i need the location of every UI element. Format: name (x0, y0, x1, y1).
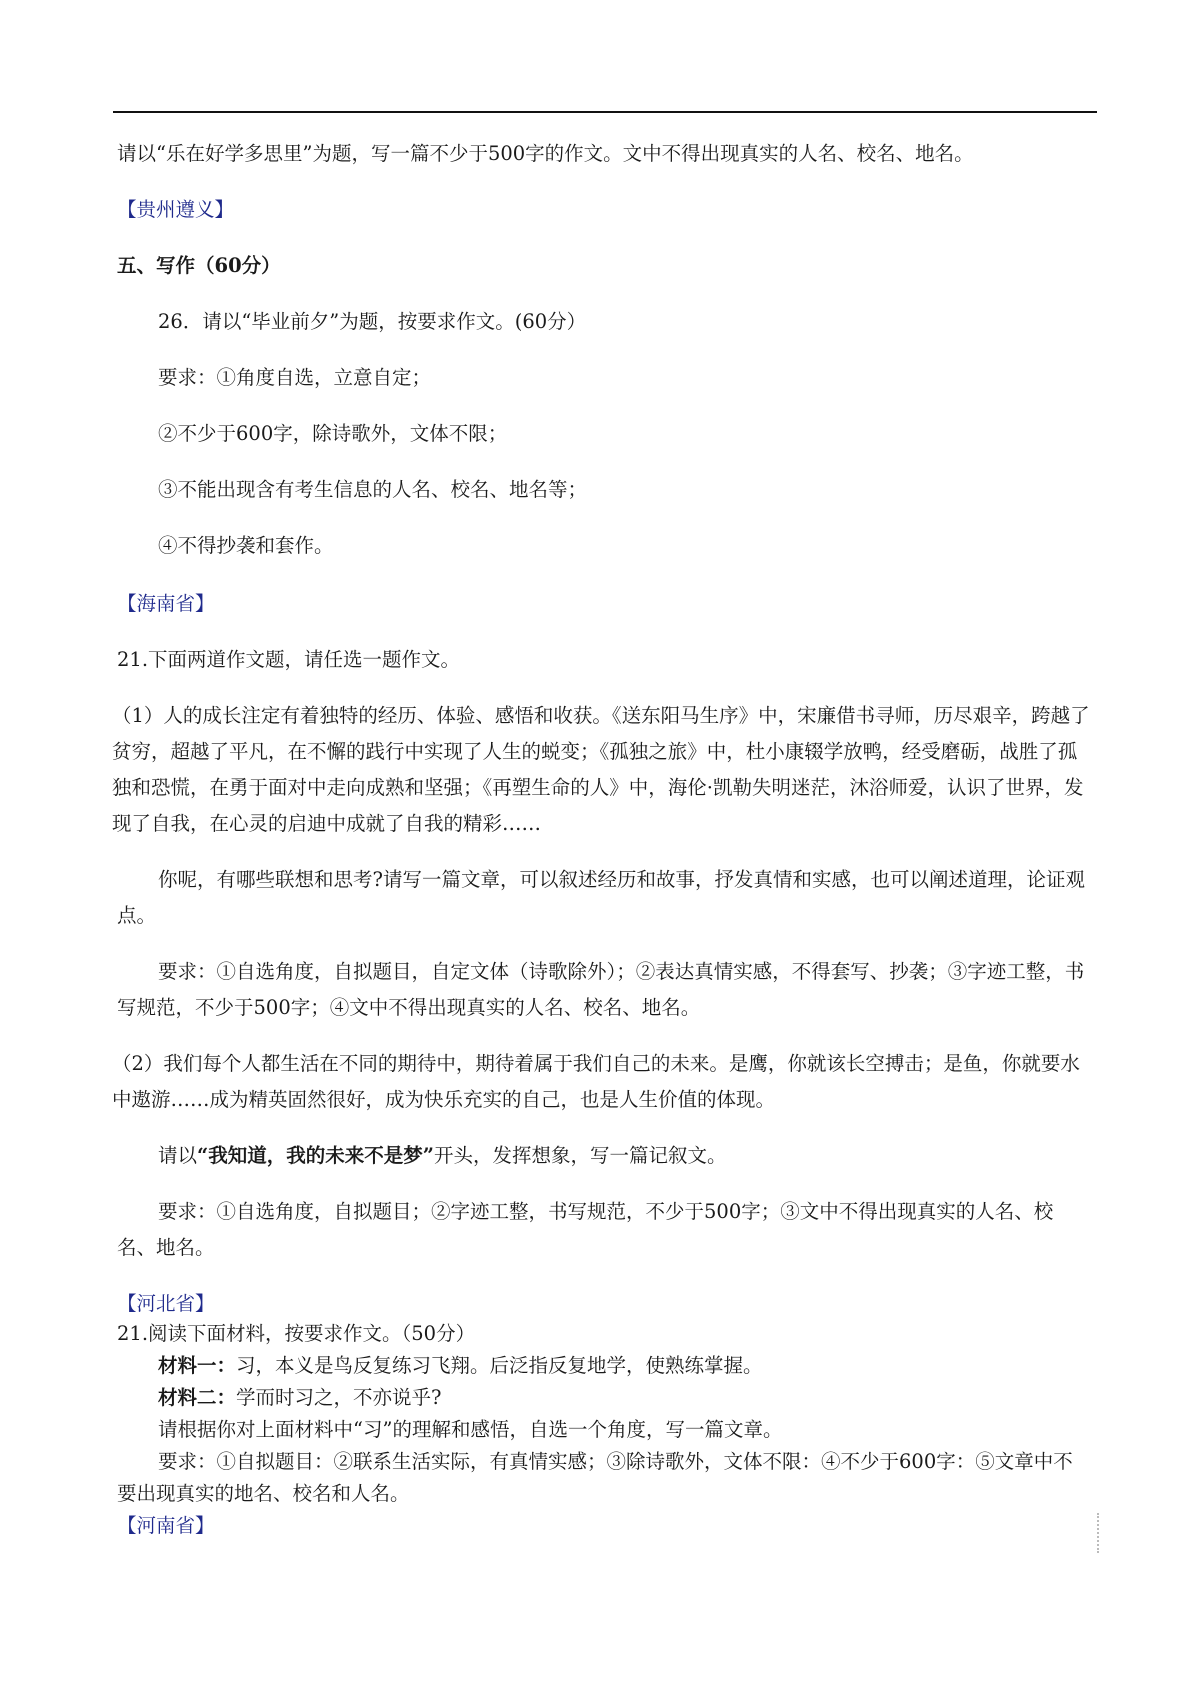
material-1: 材料一：习，本义是鸟反复练习飞翔。后泛指反复地学，使熟练掌握。 (158, 1354, 763, 1377)
requirement-2: ②不少于600字，除诗歌外，文体不限； (158, 422, 508, 445)
section-heading: 五、写作（60分） (117, 254, 281, 277)
margin-dotted-mark (1097, 1513, 1099, 1553)
material-2: 材料二：学而时习之，不亦说乎? (158, 1386, 442, 1409)
question-21-hebei: 21.阅读下面材料，按要求作文。（50分） (117, 1322, 476, 1345)
option-1-followup: 你呢，有哪些联想和思考?请写一篇文章，可以叙述经历和故事，抒发真情和实感，也可以阐述道理，论证观点。 (117, 868, 1085, 927)
hebei-instruction: 请根据你对上面材料中“习”的理解和感悟，自选一个角度，写一篇文章。 (158, 1418, 783, 1441)
option-1-paragraph: （1）人的成长注定有着独特的经历、体验、感悟和收获。《送东阳马生序》中，宋廉借书寻师，历尽艰辛，跨越了贫穷，超越了平凡，在不懈的践行中实现了人生的蜕变；《孤独之旅》中，杜小康辍学放鸭，经受磨砺，战胜了孤独和恐慌，在勇于面对中走向成熟和坚强；《再塑生命的人》中，海伦·凯勒失明迷茫，沐浴师爱，认识了世界，发现了自我，在心灵的启迪中成就了自我的精彩…… (112, 704, 1090, 835)
intro-prompt: 请以“乐在好学多思里”为题，写一篇不少于500字的作文。文中不得出现真实的人名、校名、地名。 (117, 142, 974, 165)
option-2-paragraph: （2）我们每个人都生活在不同的期待中，期待着属于我们自己的未来。是鹰，你就该长空搏击；是鱼，你就要水中遨游……成为精英固然很好，成为快乐充实的自己，也是人生价值的体现。 (112, 1052, 1080, 1111)
region-tag-hebei: 【河北省】 (117, 1292, 215, 1315)
question-21-hainan: 21.下面两道作文题，请任选一题作文。 (117, 648, 461, 671)
header-rule (113, 111, 1097, 113)
requirement-1: 要求：①角度自选，立意自定； (158, 366, 432, 389)
option-2-prompt: 请以“我知道，我的未来不是梦”开头，发挥想象，写一篇记叙文。 (158, 1144, 727, 1167)
region-tag-henan: 【河南省】 (117, 1514, 215, 1537)
option-1-requirements: 要求：①自选角度，自拟题目，自定文体（诗歌除外）；②表达真情实感，不得套写、抄袭；③字迹工整，书写规范，不少于500字；④文中不得出现真实的人名、校名、地名。 (117, 960, 1085, 1019)
option-2-requirements: 要求：①自选角度，自拟题目；②字迹工整，书写规范，不少于500字；③文中不得出现真实的人名、校名、地名。 (117, 1200, 1054, 1259)
question-26: 26．请以“毕业前夕”为题，按要求作文。(60分） (158, 310, 587, 333)
requirement-3: ③不能出现含有考生信息的人名、校名、地名等； (158, 478, 588, 501)
region-tag-hainan: 【海南省】 (117, 592, 215, 615)
region-tag-guizhou: 【贵州遵义】 (117, 198, 235, 221)
requirement-4: ④不得抄袭和套作。 (158, 534, 334, 557)
hebei-requirements: 要求：①自拟题目：②联系生活实际，有真情实感；③除诗歌外，文体不限：④不少于600字：⑤文章中不要出现真实的地名、校名和人名。 (117, 1450, 1073, 1505)
